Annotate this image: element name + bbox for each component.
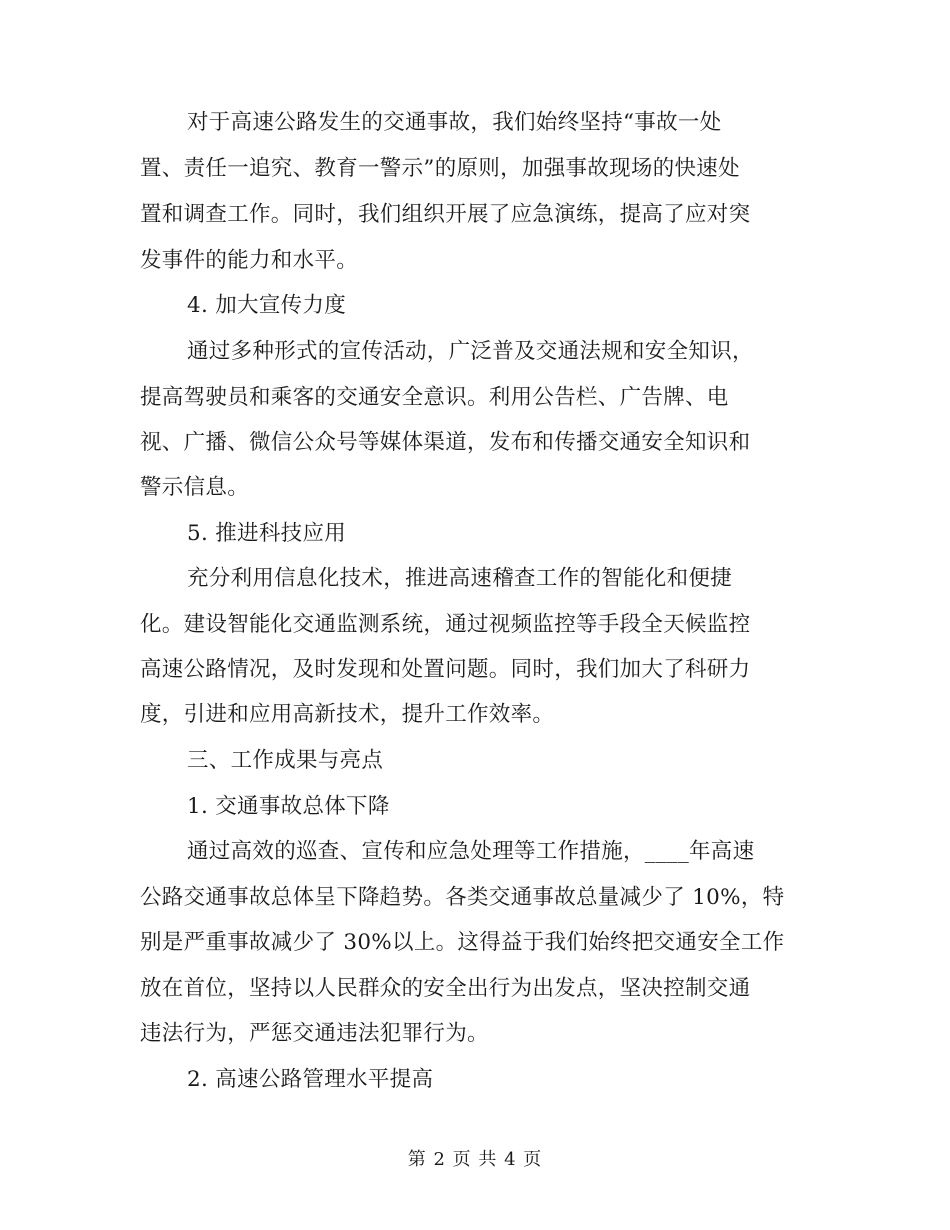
section-heading: 三、工作成果与亮点	[187, 748, 384, 773]
section-heading: 5. 推进科技应用	[187, 521, 347, 546]
paragraph-line: 置、责任一追究、教育一警示”的原则，加强事故现场的快速处	[140, 156, 740, 181]
page-footer: 第 2 页 共 4 页	[407, 1149, 543, 1170]
paragraph-line: 发事件的能力和水平。	[140, 248, 359, 273]
paragraph-line: 度，引进和应用高新技术，提升工作效率。	[140, 702, 555, 727]
paragraph-line: 高速公路情况，及时发现和处置问题。同时，我们加大了科研力	[140, 657, 751, 682]
paragraph-line: 充分利用信息化技术，推进高速稽查工作的智能化和便捷	[187, 566, 733, 591]
paragraph-line: 公路交通事故总体呈下降趋势。各类交通事故总量减少了 10%，特	[140, 885, 785, 910]
paragraph-line: 对于高速公路发生的交通事故，我们始终坚持“事故一处	[187, 110, 722, 135]
paragraph-line: 置和调查工作。同时，我们组织开展了应急演练，提高了应对突	[140, 202, 751, 227]
paragraph-line: 通过高效的巡查、宣传和应急处理等工作措施，____年高速	[187, 839, 755, 864]
section-heading: 1. 交通事故总体下降	[187, 794, 390, 819]
paragraph-line: 化。建设智能化交通监测系统，通过视频监控等手段全天候监控	[140, 612, 751, 637]
paragraph-line: 放在首位，坚持以人民群众的安全出行为出发点，坚决控制交通	[140, 976, 751, 1001]
paragraph-line: 违法行为，严惩交通违法犯罪行为。	[140, 1021, 489, 1046]
section-heading: 4. 加大宣传力度	[187, 293, 347, 318]
paragraph-line: 提高驾驶员和乘客的交通安全意识。利用公告栏、广告牌、电	[140, 385, 729, 410]
section-heading: 2. 高速公路管理水平提高	[187, 1067, 434, 1092]
paragraph-line: 视、广播、微信公众号等媒体渠道，发布和传播交通安全知识和	[140, 430, 751, 455]
paragraph-line: 通过多种形式的宣传活动，广泛普及交通法规和安全知识，	[187, 339, 754, 364]
paragraph-line: 别是严重事故减少了 30%以上。这得益于我们始终把交通安全工作	[140, 930, 785, 955]
paragraph-line: 警示信息。	[140, 475, 250, 500]
